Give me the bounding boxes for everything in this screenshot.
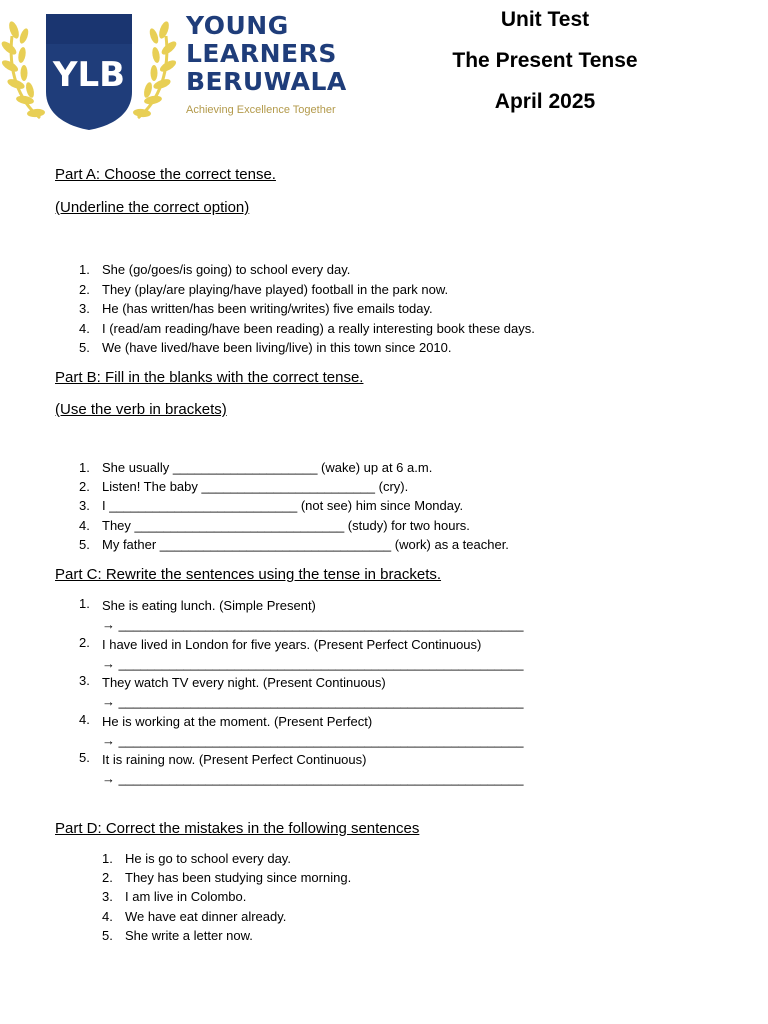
list-item bbox=[55, 673, 524, 712]
item-number: 5. bbox=[79, 750, 90, 766]
item-text: Listen! The baby ________________________ (cry). bbox=[102, 479, 409, 495]
item-number: 4. bbox=[79, 320, 90, 336]
tagline: Achieving Excellence Together bbox=[186, 104, 336, 116]
part-c-heading: Part C: Rewrite the sentences using the tense in brackets. bbox=[55, 566, 442, 583]
item-text: She write a letter now. bbox=[125, 927, 253, 943]
list-item bbox=[78, 887, 351, 906]
list-item bbox=[55, 635, 524, 674]
brand-line: BERUWALA bbox=[186, 67, 347, 96]
list-item bbox=[55, 496, 509, 515]
item-text: They has been studying since morning. bbox=[125, 870, 352, 886]
part-d-heading: Part D: Correct the mistakes in the following sentences bbox=[55, 820, 420, 837]
answer-line: → ________________________________________________________ bbox=[102, 655, 524, 671]
item-text: I __________________________ (not see) him since Monday. bbox=[102, 498, 464, 514]
item-text: He is working at the moment. (Present Perfect) bbox=[102, 713, 373, 729]
list-item bbox=[55, 338, 535, 358]
list-item bbox=[55, 712, 524, 751]
item-text: My father ________________________________ (work) as a teacher. bbox=[102, 536, 509, 552]
brand-line: YOUNG bbox=[186, 11, 289, 40]
brand-line: LEARNERS bbox=[186, 39, 337, 68]
item-number: 2. bbox=[79, 281, 90, 297]
part-d-list bbox=[78, 849, 351, 945]
item-text: They _____________________________ (study) for two hours. bbox=[102, 517, 470, 533]
item-number: 5. bbox=[102, 927, 113, 943]
test-title: Unit Test bbox=[500, 8, 590, 31]
list-item bbox=[55, 319, 535, 339]
answer-line: → ________________________________________________________ bbox=[102, 694, 524, 710]
item-number: 4. bbox=[102, 908, 113, 924]
test-header bbox=[440, 6, 650, 129]
item-number: 2. bbox=[102, 870, 113, 886]
list-item bbox=[55, 299, 535, 319]
item-number: 3. bbox=[79, 301, 90, 316]
item-number: 4. bbox=[79, 711, 90, 727]
item-text: We (have lived/have been living/live) in this town since 2010. bbox=[102, 340, 452, 355]
item-number: 3. bbox=[102, 889, 113, 905]
item-number: 5. bbox=[79, 536, 90, 552]
item-number: 1. bbox=[102, 851, 113, 866]
item-text: He is go to school every day. bbox=[125, 851, 291, 866]
list-item bbox=[78, 907, 351, 926]
part-b-heading: Part B: Fill in the blanks with the correct tense. bbox=[55, 369, 364, 386]
item-number: 2. bbox=[79, 479, 90, 495]
item-number: 1. bbox=[79, 596, 90, 611]
list-item bbox=[78, 868, 351, 887]
item-text: She (go/goes/is going) to school every day. bbox=[102, 262, 351, 277]
school-name bbox=[186, 12, 347, 96]
part-b-list bbox=[55, 458, 509, 554]
item-text: He (has written/has been writing/writes) five emails today. bbox=[102, 301, 433, 316]
part-a-list bbox=[55, 260, 535, 358]
answer-line: → ________________________________________________________ bbox=[102, 617, 524, 632]
item-text: It is raining now. (Present Perfect Continuous) bbox=[102, 752, 367, 768]
answer-line: → ________________________________________________________ bbox=[102, 771, 524, 787]
logo-initials: YLB bbox=[52, 55, 126, 95]
list-item bbox=[55, 477, 509, 496]
list-item bbox=[55, 280, 535, 300]
item-text: We have eat dinner already. bbox=[125, 908, 287, 924]
item-number: 3. bbox=[79, 498, 90, 514]
part-c-list bbox=[55, 596, 524, 789]
test-date: April 2025 bbox=[494, 90, 596, 113]
item-text: She is eating lunch. (Simple Present) bbox=[102, 598, 316, 613]
item-text: They watch TV every night. (Present Continuous) bbox=[102, 675, 386, 691]
item-number: 1. bbox=[79, 262, 90, 277]
list-item bbox=[55, 516, 509, 535]
part-b-subheading: (Use the verb in brackets) bbox=[55, 401, 227, 418]
laurel-right-icon bbox=[133, 20, 179, 118]
item-number: 5. bbox=[79, 340, 90, 355]
item-number: 2. bbox=[79, 634, 90, 650]
part-a-heading: Part A: Choose the correct tense. bbox=[55, 166, 276, 183]
list-item bbox=[55, 535, 509, 554]
item-number: 1. bbox=[79, 460, 90, 475]
item-text: She usually ____________________ (wake) up at 6 a.m. bbox=[102, 460, 433, 475]
laurel-left-icon bbox=[0, 20, 45, 118]
part-a-subheading: (Underline the correct option) bbox=[55, 199, 250, 216]
answer-line: → ________________________________________________________ bbox=[102, 732, 524, 748]
item-number: 4. bbox=[79, 517, 90, 533]
test-subject: The Present Tense bbox=[452, 49, 638, 72]
item-text: They (play/are playing/have played) football in the park now. bbox=[102, 281, 449, 297]
item-number: 3. bbox=[79, 673, 90, 689]
list-item bbox=[55, 596, 524, 635]
item-text: I have lived in London for five years. (Present Perfect Continuous) bbox=[102, 636, 482, 652]
item-text: I am live in Colombo. bbox=[125, 889, 247, 905]
list-item bbox=[78, 926, 351, 945]
item-text: I (read/am reading/have been reading) a really interesting book these days. bbox=[102, 320, 535, 336]
list-item bbox=[55, 750, 524, 789]
list-item bbox=[55, 458, 509, 477]
list-item bbox=[55, 260, 535, 280]
list-item bbox=[78, 849, 351, 868]
